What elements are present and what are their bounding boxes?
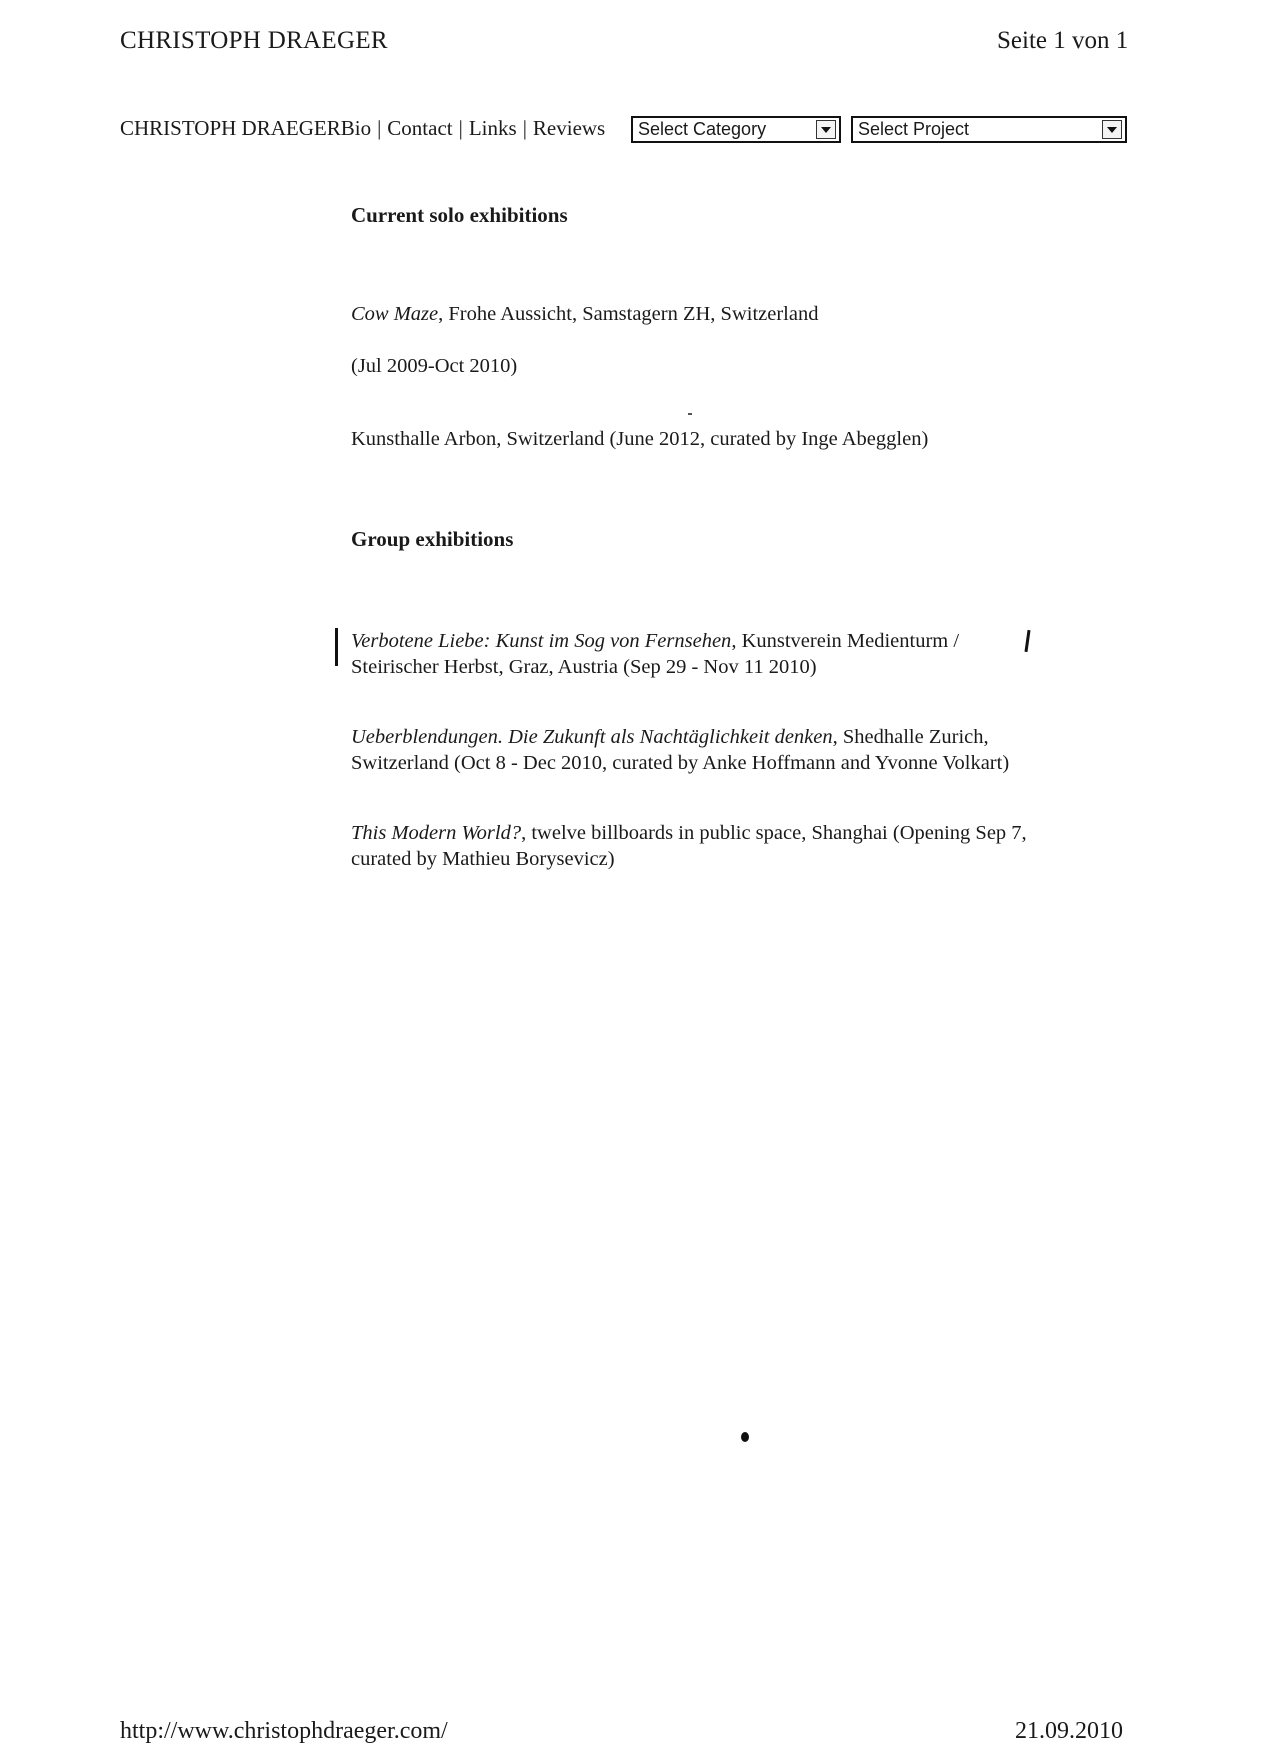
category-select[interactable] xyxy=(631,116,841,143)
nav-separator: | xyxy=(522,116,527,140)
group-entry-title: This Modern World? xyxy=(351,822,522,844)
group-entry-this-modern-world xyxy=(351,820,1071,872)
group-entry-details: , Kunstverein Medienturm / Steirischer Herbst, Graz, Austria (Sep 29 - Nov 11 2010) xyxy=(351,630,960,678)
project-select[interactable] xyxy=(851,116,1127,143)
nav-separator: | xyxy=(458,116,463,140)
group-entry-title: Verbotene Liebe: Kunst im Sog von Fernsehen xyxy=(351,630,732,652)
nav-link-links[interactable]: Links xyxy=(468,116,517,140)
chevron-down-icon[interactable] xyxy=(1102,120,1122,139)
group-entry-title: Ueberblendungen. Die Zukunft als Nachtäglichkeit denken xyxy=(351,726,833,748)
nav-link-reviews[interactable]: Reviews xyxy=(532,116,606,140)
solo-entry-details: , Frohe Aussicht, Samstagern ZH, Switzerland xyxy=(438,303,819,325)
group-entry-details: , Shedhalle Zurich, Switzerland (Oct 8 - Dec 2010, curated by Anke Hoffmann and Yvonne Volkart) xyxy=(351,726,1010,774)
group-exhibitions-heading: Group exhibitions xyxy=(351,527,514,551)
scan-speck xyxy=(688,413,692,415)
solo-entry-cow-maze xyxy=(351,301,1071,327)
print-header-page-indicator: Seite 1 von 1 xyxy=(997,27,1129,54)
scan-dot xyxy=(741,1432,749,1442)
group-entry-details: , twelve billboards in public space, Shanghai (Opening Sep 7, curated by Mathieu Borysevicz) xyxy=(351,822,1027,870)
site-nav xyxy=(120,116,605,141)
change-bar-right xyxy=(1024,630,1030,652)
category-select-value: Select Category xyxy=(638,119,767,139)
chevron-down-icon[interactable] xyxy=(816,120,836,139)
solo-entry-title: Cow Maze xyxy=(351,303,439,325)
site-brand[interactable]: CHRISTOPH DRAEGER xyxy=(120,116,341,140)
nav-link-contact[interactable]: Contact xyxy=(387,116,453,140)
nav-link-bio[interactable]: Bio xyxy=(340,116,372,140)
group-entry-verbotene-liebe xyxy=(351,628,1016,680)
print-footer-url: http://www.christophdraeger.com/ xyxy=(120,1718,448,1744)
print-header-title: CHRISTOPH DRAEGER xyxy=(120,27,388,54)
change-bar-left xyxy=(335,628,338,666)
solo-entry-kunsthalle-arbon: Kunsthalle Arbon, Switzerland (June 2012, curated by Inge Abegglen) xyxy=(351,428,929,450)
print-footer-date: 21.09.2010 xyxy=(1015,1718,1123,1744)
group-entry-ueberblendungen xyxy=(351,724,1071,776)
solo-exhibitions-heading: Current solo exhibitions xyxy=(351,203,568,227)
nav-separator: | xyxy=(377,116,382,140)
project-select-value: Select Project xyxy=(858,119,970,139)
solo-entry-dates: (Jul 2009-Oct 2010) xyxy=(351,355,518,377)
